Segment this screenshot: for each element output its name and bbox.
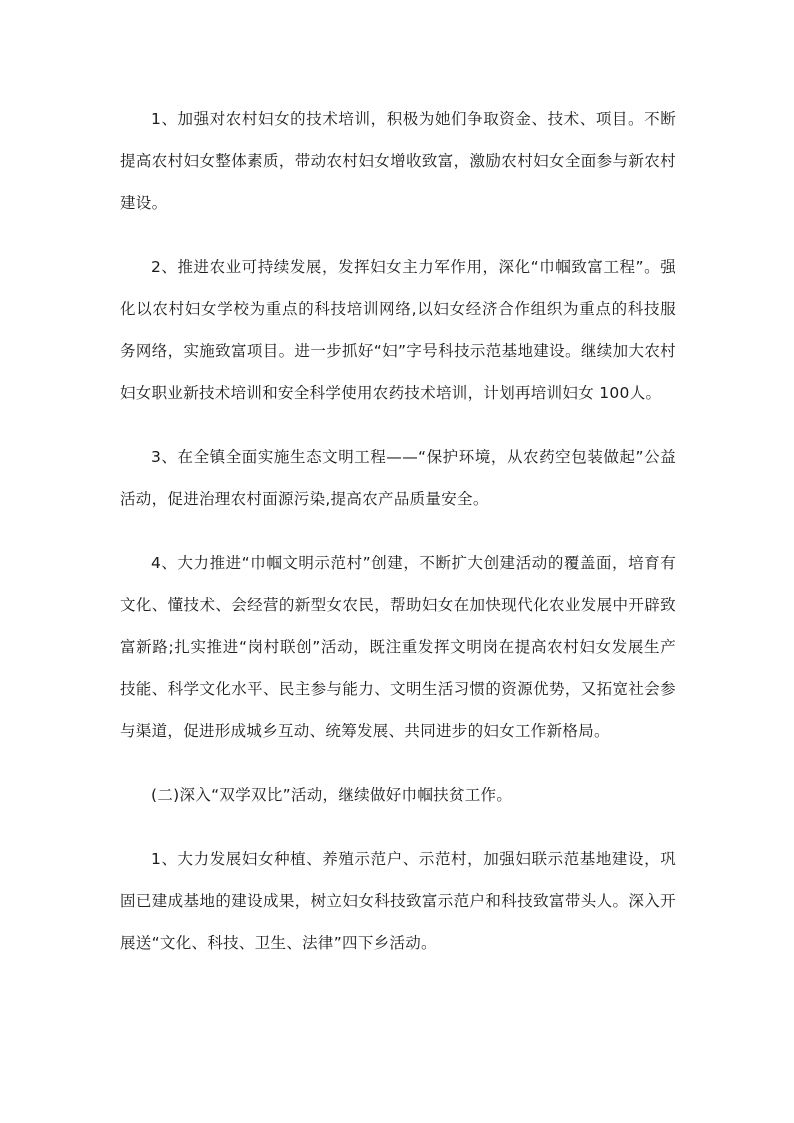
paragraph-3: 3、在全镇全面实施生态文明工程——“保护环境，从农药空包装做起”公益活动，促进治理农村面源污染,提高农产品质量安全。 — [120, 448, 676, 508]
paragraph-4: 4、大力推进“巾帼文明示范村”创建，不断扩大创建活动的覆盖面，培育有文化、懂技术、会经营的新型女农民，帮助妇女在加快现代化农业发展中开辟致富新路;扎实推进“岗村联创”活动，既注重发挥文明岗在提高农村妇女发展生产技能、科学文化水平、民主参与能力、文明生活习惯的资源优势，又拓宽社会参与渠道，促进形成城乡互动、统筹发展、共同进步的妇女工作新格局。 — [120, 554, 676, 740]
paragraph-1: 1、加强对农村妇女的技术培训，积极为她们争取资金、技术、项目。不断提高农村妇女整体素质，带动农村妇女增收致富，激励农村妇女全面参与新农村建设。 — [120, 110, 676, 212]
paragraph-5: 1、大力发展妇女种植、养殖示范户、示范村，加强妇联示范基地建设，巩固已建成基地的建设成果，树立妇女科技致富示范户和科技致富带头人。深入开展送“文化、科技、卫生、法律”四下乡活动。 — [120, 850, 676, 952]
section-heading: (二)深入“双学双比”活动，继续做好巾帼扶贫工作。 — [151, 786, 513, 804]
paragraph-2: 2、推进农业可持续发展，发挥妇女主力军作用，深化“巾帼致富工程”。强化以农村妇女学校为重点的科技培训网络,以妇女经济合作组织为重点的科技服务网络，实施致富项目。进一步抓好“妇”字号科技示范基地建设。继续加大农村妇女职业新技术培训和安全科学使用农药技术培训，计划再培训妇女 100人。 — [120, 258, 676, 402]
document-body — [120, 98, 676, 986]
